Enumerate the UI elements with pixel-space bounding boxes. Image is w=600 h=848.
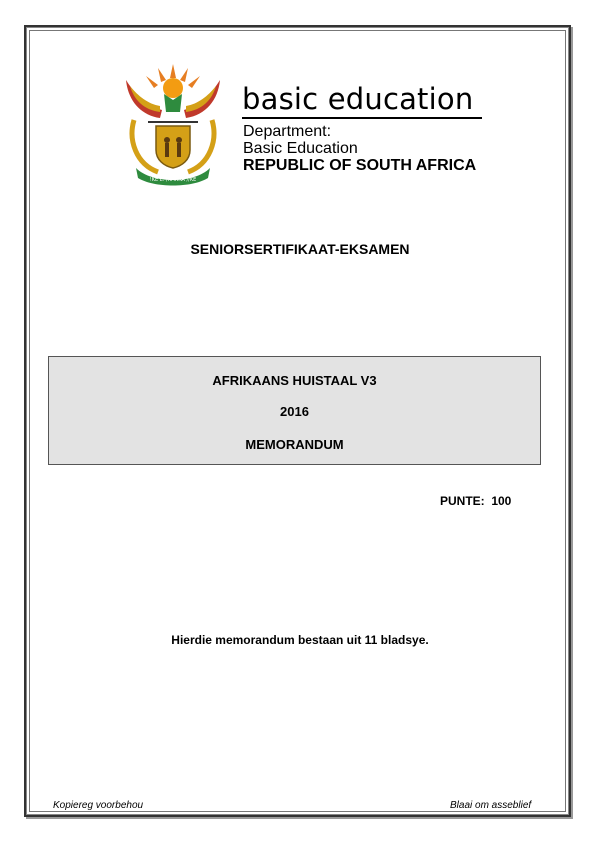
subject-year: 2016 (280, 404, 309, 419)
brand-divider (242, 117, 482, 119)
department-label: Department: (243, 123, 332, 140)
crest-motto: !KE E: /XARRA //KE (149, 177, 197, 183)
wheat-left-icon (132, 120, 158, 172)
exam-title: SENIORSERTIFIKAAT-EKSAMEN (190, 241, 410, 257)
coat-of-arms-logo (118, 60, 228, 186)
footer-turn-over: Blaai om asseblief (450, 800, 532, 811)
total-marks: PUNTE: 100 (440, 494, 512, 508)
department-name: Basic Education (243, 140, 358, 157)
document-type: MEMORANDUM (245, 437, 344, 452)
wheat-right-icon (188, 120, 214, 172)
page-count-note: Hierdie memorandum bestaan uit 11 bladsye. (171, 633, 429, 647)
brand-title: basic education (242, 82, 474, 116)
country-name: REPUBLIC OF SOUTH AFRICA (243, 157, 477, 174)
subject-name: AFRIKAANS HUISTAAL V3 (212, 373, 377, 388)
subject-box (48, 356, 541, 465)
shield-icon (156, 126, 190, 168)
footer-copyright: Kopiereg voorbehou (53, 800, 144, 811)
rising-sun-icon (146, 64, 200, 98)
